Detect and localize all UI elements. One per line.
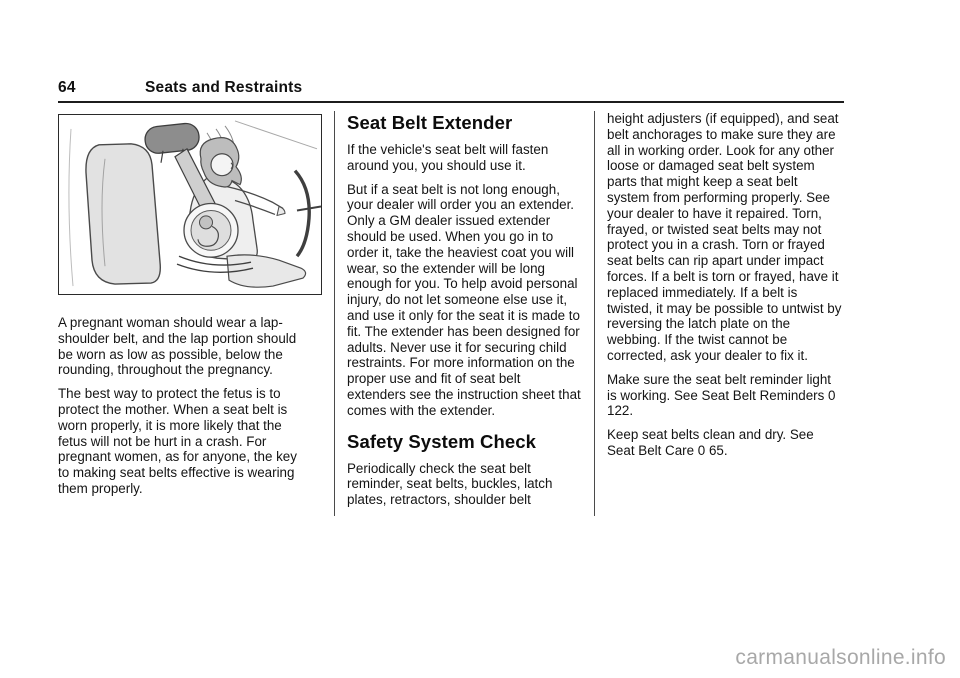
body-paragraph: Periodically check the seat belt reminder, seat belts, buckles, latch plates, retractors, shoulder belt: [347, 460, 553, 508]
body-paragraph: The best way to protect the fetus is to protect the mother. When a seat belt is worn properly, it is more likely that the fetus will not be hurt in a crash. For pregnant women, as for anyone, the key to making seat belts effective is wearing them properly.: [58, 386, 297, 496]
body-paragraph: Make sure the seat belt reminder light is working. See Seat Belt Reminders 0 122.: [607, 371, 836, 419]
column-divider: [594, 111, 595, 516]
body-paragraph: But if a seat belt is not long enough, your dealer will order you an extender. Only a GM dealer issued extender should be used. When you go in to order it, take the heaviest coat you will wear, so the extender will be long enough for you. To help avoid personal injury, do not let someone else use it, and use it only for the seat it is made to fit. The extender has been designed for adults. Never use it for securing child restraints. For more information on the proper use and fit of seat belt extenders see the instruction sheet that comes with the extender.: [347, 181, 581, 418]
chapter-title: Seats and Restraints: [145, 79, 303, 96]
body-paragraph: If the vehicle's seat belt will fasten around you, you should use it.: [347, 142, 549, 173]
page-header: [58, 79, 302, 97]
section-heading-safety-system-check: Safety System Check: [347, 430, 537, 452]
watermark: carmanualsonline.info: [735, 646, 946, 669]
section-heading-seat-belt-extender: Seat Belt Extender: [347, 112, 513, 133]
body-paragraph: A pregnant woman should wear a lap-shoulder belt, and the lap portion should be worn as low as possible, below the rounding, throughout the pregnancy.: [58, 315, 297, 378]
column-divider: [334, 111, 335, 516]
content-columns: [58, 111, 844, 516]
column-middle: [347, 111, 582, 516]
column-left: [58, 111, 322, 516]
body-paragraph: Keep seat belts clean and dry. See Seat Belt Care 0 65.: [607, 427, 814, 458]
header-rule: [58, 101, 844, 103]
page-number: 64: [58, 79, 76, 96]
column-right: [607, 111, 842, 516]
pregnant-woman-seatbelt-illustration: [58, 114, 322, 295]
body-paragraph: height adjusters (if equipped), and seat belt anchorages to make sure they are all in working order. Look for any other loose or damaged seat belt system parts that might keep a seat belt system from performing properly. See your dealer to have it repaired. Torn, frayed, or twisted seat belts may not protect you in a crash. Torn or frayed seat belts can rip apart under impact forces. If a belt is torn or frayed, have it replaced immediately. If a belt is twisted, it may be possible to untwist by reversing the latch plate on the webbing. If the twist cannot be corrected, ask your dealer to fix it.: [607, 111, 842, 363]
